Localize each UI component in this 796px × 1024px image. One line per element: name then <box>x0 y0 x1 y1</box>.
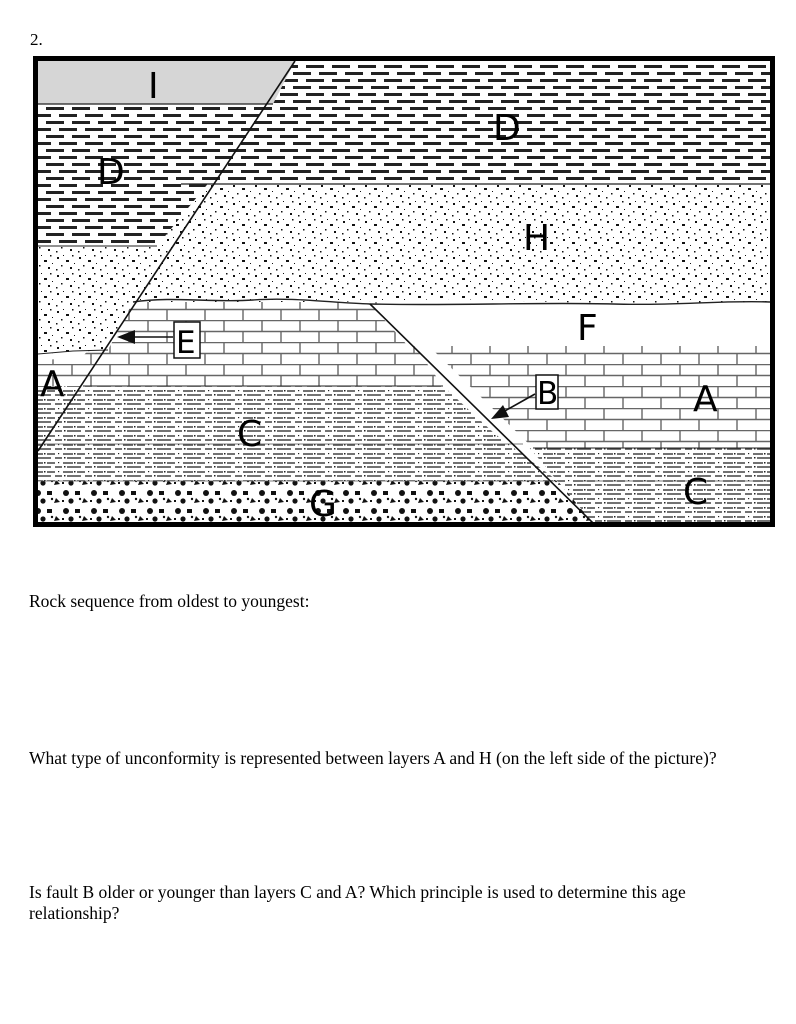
layer-f <box>370 304 770 346</box>
label-a-left: A <box>40 364 65 405</box>
layer-c-left <box>38 386 558 481</box>
label-f: F <box>577 308 598 349</box>
label-e: E <box>176 325 196 361</box>
problem-number: 2. <box>30 30 43 49</box>
label-d-right: D <box>493 108 521 149</box>
geologic-cross-section <box>33 56 775 527</box>
label-c-left: C <box>237 414 263 455</box>
label-a-right: A <box>693 379 718 420</box>
label-h: H <box>523 218 551 259</box>
label-g: G <box>309 484 337 525</box>
layer-i <box>38 61 295 104</box>
label-i: I <box>148 66 159 107</box>
label-c-right: C <box>683 472 709 513</box>
label-b: B <box>537 376 559 412</box>
label-d-left: D <box>97 152 125 193</box>
question-unconformity: What type of unconformity is represented between layers A and H (on the left side of the picture)? <box>29 748 717 768</box>
question-rock-sequence: Rock sequence from oldest to youngest: <box>29 591 310 611</box>
question-fault-age: Is fault B older or younger than layers C and A? Which principle is used to determine this age relationship? <box>29 882 686 923</box>
